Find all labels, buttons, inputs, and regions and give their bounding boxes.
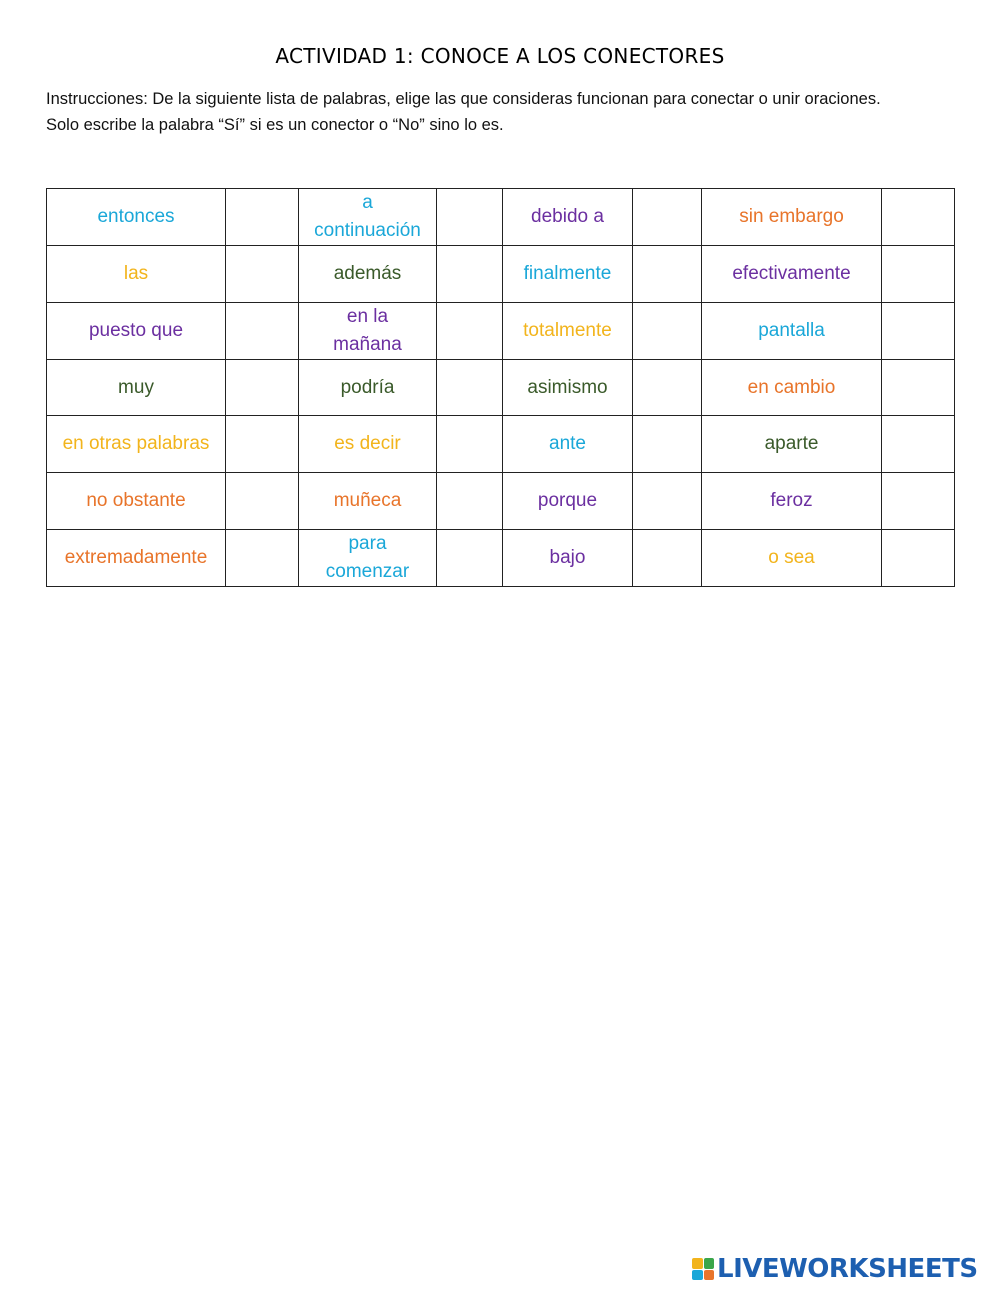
word-label: porque [537,489,598,511]
word-cell [299,246,437,303]
word-cell [299,302,437,359]
word-label: totalmente [523,319,612,341]
word-label: no obstante [86,489,186,511]
word-label: o sea [768,546,815,568]
word-cell [299,529,437,586]
answer-field[interactable] [882,302,955,359]
word-label: extremadamente [64,546,208,568]
connectors-table-body [47,189,955,587]
word-cell [47,473,226,530]
word-label: finalmente [523,262,612,284]
word-cell [702,189,882,246]
table-row [47,416,955,473]
word-label: es decir [334,433,401,455]
word-cell [702,359,882,416]
answer-field[interactable] [437,473,503,530]
answer-field[interactable] [882,189,955,246]
word-cell [299,189,437,246]
connectors-table [46,188,955,587]
answer-field[interactable] [437,416,503,473]
word-label: debido a [531,206,604,227]
word-cell [299,359,437,416]
answer-field[interactable] [633,529,702,586]
word-cell [702,416,882,473]
word-label: sin embargo [739,206,844,227]
word-cell [503,473,633,530]
word-label: podría [340,376,395,398]
word-label: en la mañana [333,305,402,355]
table-row [47,246,955,303]
answer-field[interactable] [882,473,955,530]
word-label: muñeca [333,489,402,511]
answer-field[interactable] [882,416,955,473]
answer-field[interactable] [633,473,702,530]
word-cell [702,302,882,359]
answer-field[interactable] [226,246,299,303]
logo-text: LIVEWORKSHEETS [717,1254,978,1284]
word-cell [702,473,882,530]
answer-field[interactable] [633,302,702,359]
answer-field[interactable] [437,302,503,359]
answer-field[interactable] [633,359,702,416]
answer-field[interactable] [226,473,299,530]
word-cell [47,246,226,303]
answer-field[interactable] [882,246,955,303]
answer-field[interactable] [437,246,503,303]
instructions [46,86,966,138]
word-cell [299,416,437,473]
word-label: efectivamente [732,262,851,284]
answer-field[interactable] [882,359,955,416]
instructions-line-1: Instrucciones: De la siguiente lista de palabras, elige las que consideras funcionan para conectar o unir oraciones. [46,90,881,108]
word-label: bajo [549,546,586,568]
answer-field[interactable] [226,189,299,246]
word-cell [503,529,633,586]
word-label: aparte [764,433,819,455]
word-label: puesto que [88,319,184,341]
word-label: asimismo [527,376,608,398]
word-cell [47,359,226,416]
word-label: entonces [97,206,175,227]
word-cell [702,529,882,586]
answer-field[interactable] [437,359,503,416]
table-row [47,302,955,359]
instructions-line-2: Solo escribe la palabra “Sí” si es un conector o “No” sino lo es. [46,116,504,134]
table-row [47,529,955,586]
answer-field[interactable] [226,359,299,416]
word-label: además [333,262,402,284]
answer-field[interactable] [633,189,702,246]
word-label: feroz [770,489,813,511]
word-label: pantalla [758,319,825,341]
word-cell [702,246,882,303]
word-label: las [123,262,149,284]
word-cell [503,189,633,246]
word-cell [503,302,633,359]
word-cell [503,359,633,416]
word-label: ante [549,433,586,455]
word-cell [503,246,633,303]
word-label: para comenzar [325,532,410,582]
word-cell [47,302,226,359]
word-cell [47,189,226,246]
answer-field[interactable] [633,246,702,303]
word-label: a continuación [314,192,421,241]
answer-field[interactable] [226,416,299,473]
word-cell [47,529,226,586]
word-label: muy [118,376,154,398]
table-row [47,473,955,530]
page-title: ACTIVIDAD 1: CONOCE A LOS CONECTORES [275,44,725,68]
answer-field[interactable] [437,189,503,246]
word-cell [47,416,226,473]
answer-field[interactable] [226,529,299,586]
word-cell [299,473,437,530]
liveworksheets-logo-icon [692,1258,714,1280]
word-label: en cambio [747,376,836,398]
word-cell [503,416,633,473]
answer-field[interactable] [633,416,702,473]
table-row [47,189,955,246]
answer-field[interactable] [226,302,299,359]
word-label: en otras palabras [62,433,210,455]
liveworksheets-logo [692,1256,978,1282]
answer-field[interactable] [437,529,503,586]
answer-field[interactable] [882,529,955,586]
table-row [47,359,955,416]
